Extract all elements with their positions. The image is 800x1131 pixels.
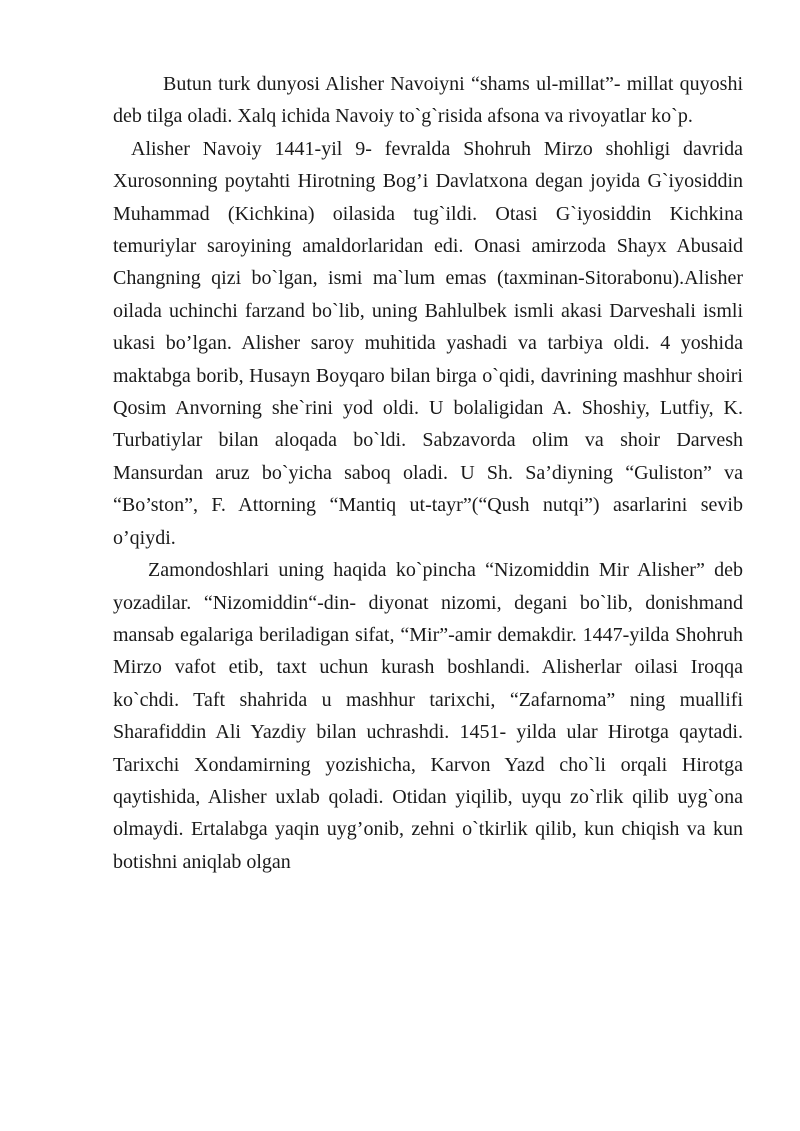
paragraph-intro: Butun turk dunyosi Alisher Navoiyni “shams ul-millat”- millat quyoshi deb tilga oladi. Xalq ichida Navoiy to`g`risida afsona va rivoyatlar ko`p. xyxy=(113,73,743,128)
paragraph-biography: Alisher Navoiy 1441-yil 9- fevralda Shohruh Mirzo shohligi davrida Xurosonning poytahti Hirotning Bog’i Davlatxona degan joyida G`iyosiddin Muhammad (Kichkina) oilasida tug`ildi. Otasi G`iyosiddin Kichkina temuriylar saroyining amaldorlaridan edi. Onasi amirzoda Shayx Abusaid Changning qizi bo`lgan, ismi ma`lum emas (taxminan-Sitorabonu).Alisher oilada uchinchi farzand bo`lib, uning Bahlulbek ismli akasi Darveshali ismli ukasi bo’lgan. Alisher saroy muhitida yashadi va tarbiya oldi. 4 yoshida maktabga borib, Husayn Boyqaro bilan birga o`qidi, davrining mashhur shoiri Qosim Anvorning she`rini yod oldi. U bolaligidan A. Shoshiy, Lutfiy, K. Turbatiylar bilan aloqada bo`ldi. Sabzavorda olim va shoir Darvesh Mansurdan aruz bo`yicha saboq oladi. U Sh. Sa’diyning “Guliston” va “Bo’ston”, F. Attorning “Mantiq ut-tayr”(“Qush nutqi”) asarlarini sevib o’qiydi. xyxy=(113,137,743,549)
paragraph-contemporaries: Zamondoshlari uning haqida ko`pincha “Nizomiddin Mir Alisher” deb yozadilar. “Nizomiddin“-din- diyonat nizomi, degani bo`lib, donishmand mansab egalariga beriladigan sifat, “Mir”-amir demakdir. 1447-yilda Shohruh Mirzo vafot etib, taxt uchun kurash boshlandi. Alisherlar oilasi Iroqqa ko`chdi. Taft shahrida u mashhur tarixchi, “Zafarnoma” ning muallifi Sharafiddin Ali Yazdiy bilan uchrashdi. 1451- yilda ular Hirotga qaytadi. Tarixchi Xondamirning yozishicha, Karvon Yazd cho`li orqali Hirotga qaytishida, Alisher uxlab qoladi. Otidan yiqilib, uyqu zo`rlik qilib uyg`ona olmaydi. Ertalabga yaqin uyg’onib, zehni o`tkirlik qilib, kun chiqish va kun botishni aniqlab olgan xyxy=(113,559,743,873)
document-page xyxy=(113,68,743,878)
